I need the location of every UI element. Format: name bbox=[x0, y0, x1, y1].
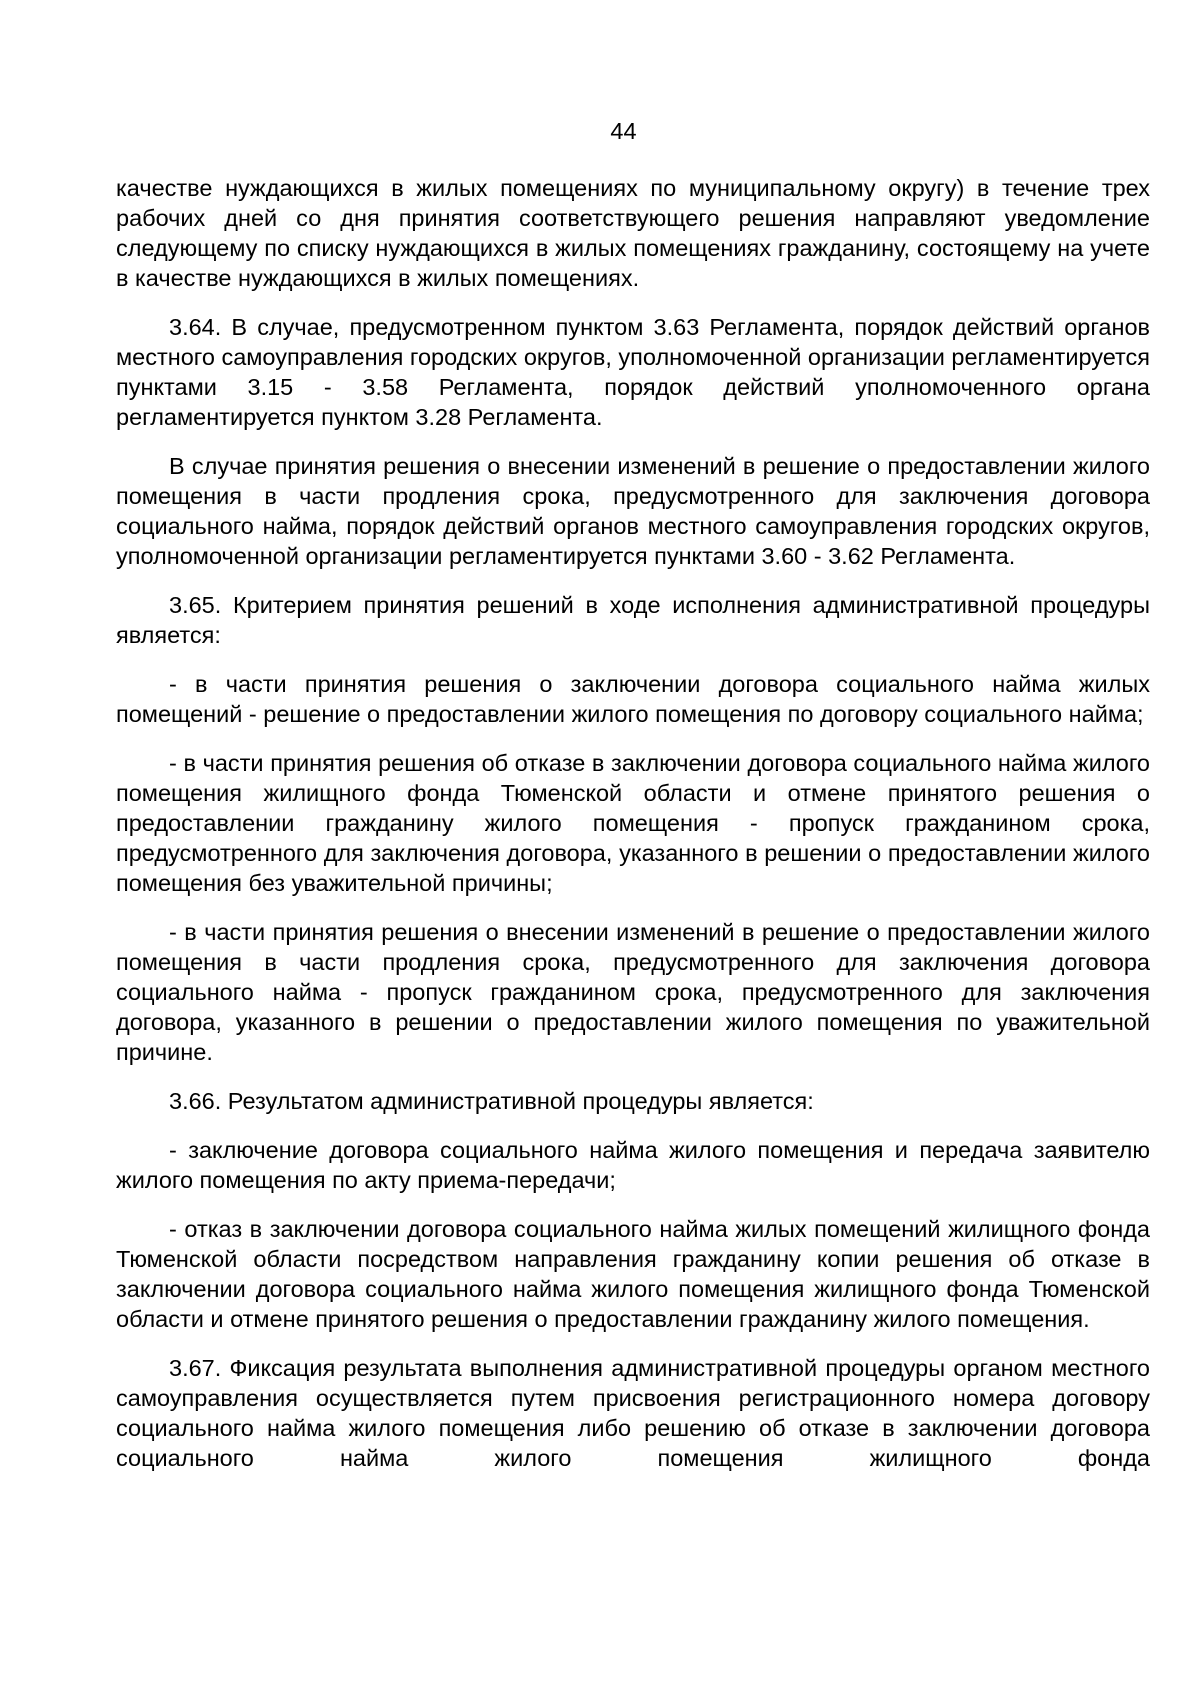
result-item-conclusion: - заключение договора социального найма жилого помещения и передача заявителю жилого помещения по акту приема-передачи; bbox=[116, 1137, 1150, 1193]
paragraph-3-65: 3.65. Критерием принятия решений в ходе исполнения административной процедуры является: bbox=[116, 592, 1150, 648]
page-number: 44 bbox=[610, 118, 637, 144]
paragraph-3-67: 3.67. Фиксация результата выполнения административной процедуры органом местного самоуправления осуществляется путем присвоения регистрационного номера договору социального найма жилого помещения либо решению об отказе в заключении договора социального найма жилого помещения жилищного фонда bbox=[116, 1355, 1150, 1471]
criterion-item-conclusion: - в части принятия решения о заключении договора социального найма жилых помещений - решение о предоставлении жилого помещения по договору социального найма; bbox=[116, 671, 1150, 727]
paragraph-3-64: 3.64. В случае, предусмотренном пунктом 3.63 Регламента, порядок действий органов местного самоуправления городских округов, уполномоченной организации регламентируется пунктами 3.15 - 3.58 Регламента, порядок действий уполномоченного органа регламентируется пунктом 3.28 Регламента. bbox=[116, 314, 1150, 430]
criterion-item-refusal: - в части принятия решения об отказе в заключении договора социального найма жилого помещения жилищного фонда Тюменской области и отмене принятого решения о предоставлении гражданину жилого помещения - пропуск гражданином срока, предусмотренного для заключения договора, указанного в решении о предоставлении жилого помещения без уважительной причины; bbox=[116, 750, 1150, 896]
result-item-refusal: - отказ в заключении договора социального найма жилых помещений жилищного фонда Тюменской области посредством направления гражданину копии решения об отказе в заключении договора социального найма жилого помещения жилищного фонда Тюменской области и отмене принятого решения о предоставлении гражданину жилого помещения. bbox=[116, 1216, 1150, 1332]
paragraph-continuation: качестве нуждающихся в жилых помещениях по муниципальному округу) в течение трех рабочих дней со дня принятия соответствующего решения направляют уведомление следующему по списку нуждающихся в жилых помещениях гражданину, состоящему на учете в качестве нуждающихся в жилых помещениях. bbox=[116, 175, 1150, 291]
paragraph-3-66: 3.66. Результатом административной процедуры является: bbox=[169, 1088, 814, 1114]
paragraph-extension-case: В случае принятия решения о внесении изменений в решение о предоставлении жилого помещения в части продления срока, предусмотренного для заключения договора социального найма, порядок действий органов местного самоуправления городских округов, уполномоченной организации регламентируется пунктами 3.60 - 3.62 Регламента. bbox=[116, 453, 1150, 569]
criterion-item-extension: - в части принятия решения о внесении изменений в решение о предоставлении жилого помещения в части продления срока, предусмотренного для заключения договора социального найма - пропуск гражданином срока, предусмотренного для заключения договора, указанного в решении о предоставлении жилого помещения по уважительной причине. bbox=[116, 919, 1150, 1065]
document-body bbox=[116, 173, 1150, 1492]
